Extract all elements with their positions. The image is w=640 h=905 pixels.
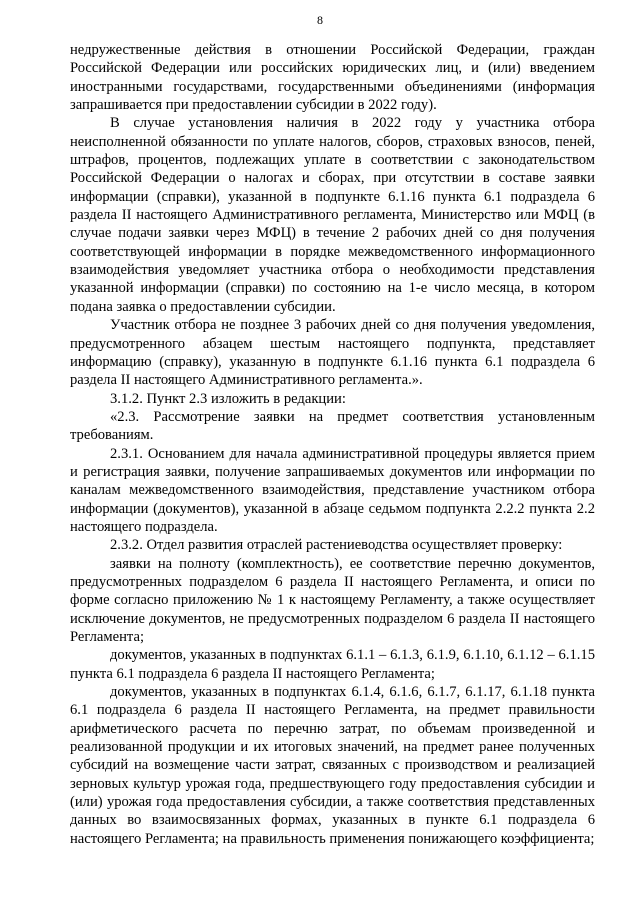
paragraph: 2.3.1. Основанием для начала административной процедуры является прием и регистрация заявки, получение запрашиваемых документов или информации по каналам межведомственного взаимодействия, представление участником отбора информации (документов), указанной в абзаце седьмом подпункта 2.2.2 пункта 2.2 настоящего подраздела. [70,445,595,535]
paragraph: В случае установления наличия в 2022 году у участника отбора неисполненной обязанности по уплате налогов, сборов, страховых взносов, пеней, штрафов, процентов, подлежащих уплате в соответствии с законодательством Российской Федерации о налогах и сборах, при отсутствии в составе заявки информации (справки), указанной в подпункте 6.1.16 пункта 6.1 подраздела 6 раздела II настоящего Административного регламента, Министерство или МФЦ (в случае подачи заявки через МФЦ) в течение 2 рабочих дней со дня получения соответствующей информации в порядке межведомственного информационного взаимодействия уведомляет участника отбора о необходимости представления указанной информации (справки) по состоянию на 1-е число месяца, в котором подана заявка о предоставлении субсидии. [70,115,595,315]
paragraph: 3.1.2. Пункт 2.3 изложить в редакции: [110,390,346,407]
paragraph: «2.3. Рассмотрение заявки на предмет соответствия установленным требованиям. [70,408,595,444]
paragraph: недружественные действия в отношении Российской Федерации, граждан Российской Федерации или российских юридических лиц, и (или) введением иностранными государствами, государственными объединениями (информация запрашивается при предоставлении субсидии в 2022 году). [70,42,595,114]
paragraph: заявки на полноту (комплектность), ее соответствие перечню документов, предусмотренных подразделом 6 раздела II настоящего Регламента, и описи по форме согласно приложению № 1 к настоящему Регламенту, а также осуществляет исключение документов, не предусмотренных подразделом 6 раздела II настоящего Регламента; [70,555,595,645]
document-body [70,41,595,848]
paragraph: 2.3.2. Отдел развития отраслей растениеводства осуществляет проверку: [110,537,563,554]
page-number: 8 [317,13,323,27]
paragraph: Участник отбора не позднее 3 рабочих дней со дня получения уведомления, предусмотренного абзацем шестым настоящего подпункта, представляет информацию (справку), указанную в подпункте 6.1.16 пункта 6.1 подраздела 6 раздела II настоящего Административного регламента.». [70,317,595,389]
paragraph: документов, указанных в подпунктах 6.1.1 – 6.1.3, 6.1.9, 6.1.10, 6.1.12 – 6.1.15 пункта 6.1 подраздела 6 раздела II настоящего Регламента; [70,647,595,682]
paragraph: документов, указанных в подпунктах 6.1.4, 6.1.6, 6.1.7, 6.1.17, 6.1.18 пункта 6.1 подраздела 6 раздела II настоящего Регламента, на предмет правильности арифметического расчета по перечню затрат, по объемам произведенной и реализованной продукции и их итоговых значений, на предмет ранее полученных субсидий на возмещение части затрат, связанных с производством и реализацией зерновых культур урожая года, предшествующего году предоставления субсидии и (или) урожая года предоставления субсидии, а также соответствия представленных данных во взаимосвязанных формах, указанных в пункте 6.1 подраздела 6 настоящего Регламента; на правильность применения понижающего коэффициента; [70,684,595,847]
